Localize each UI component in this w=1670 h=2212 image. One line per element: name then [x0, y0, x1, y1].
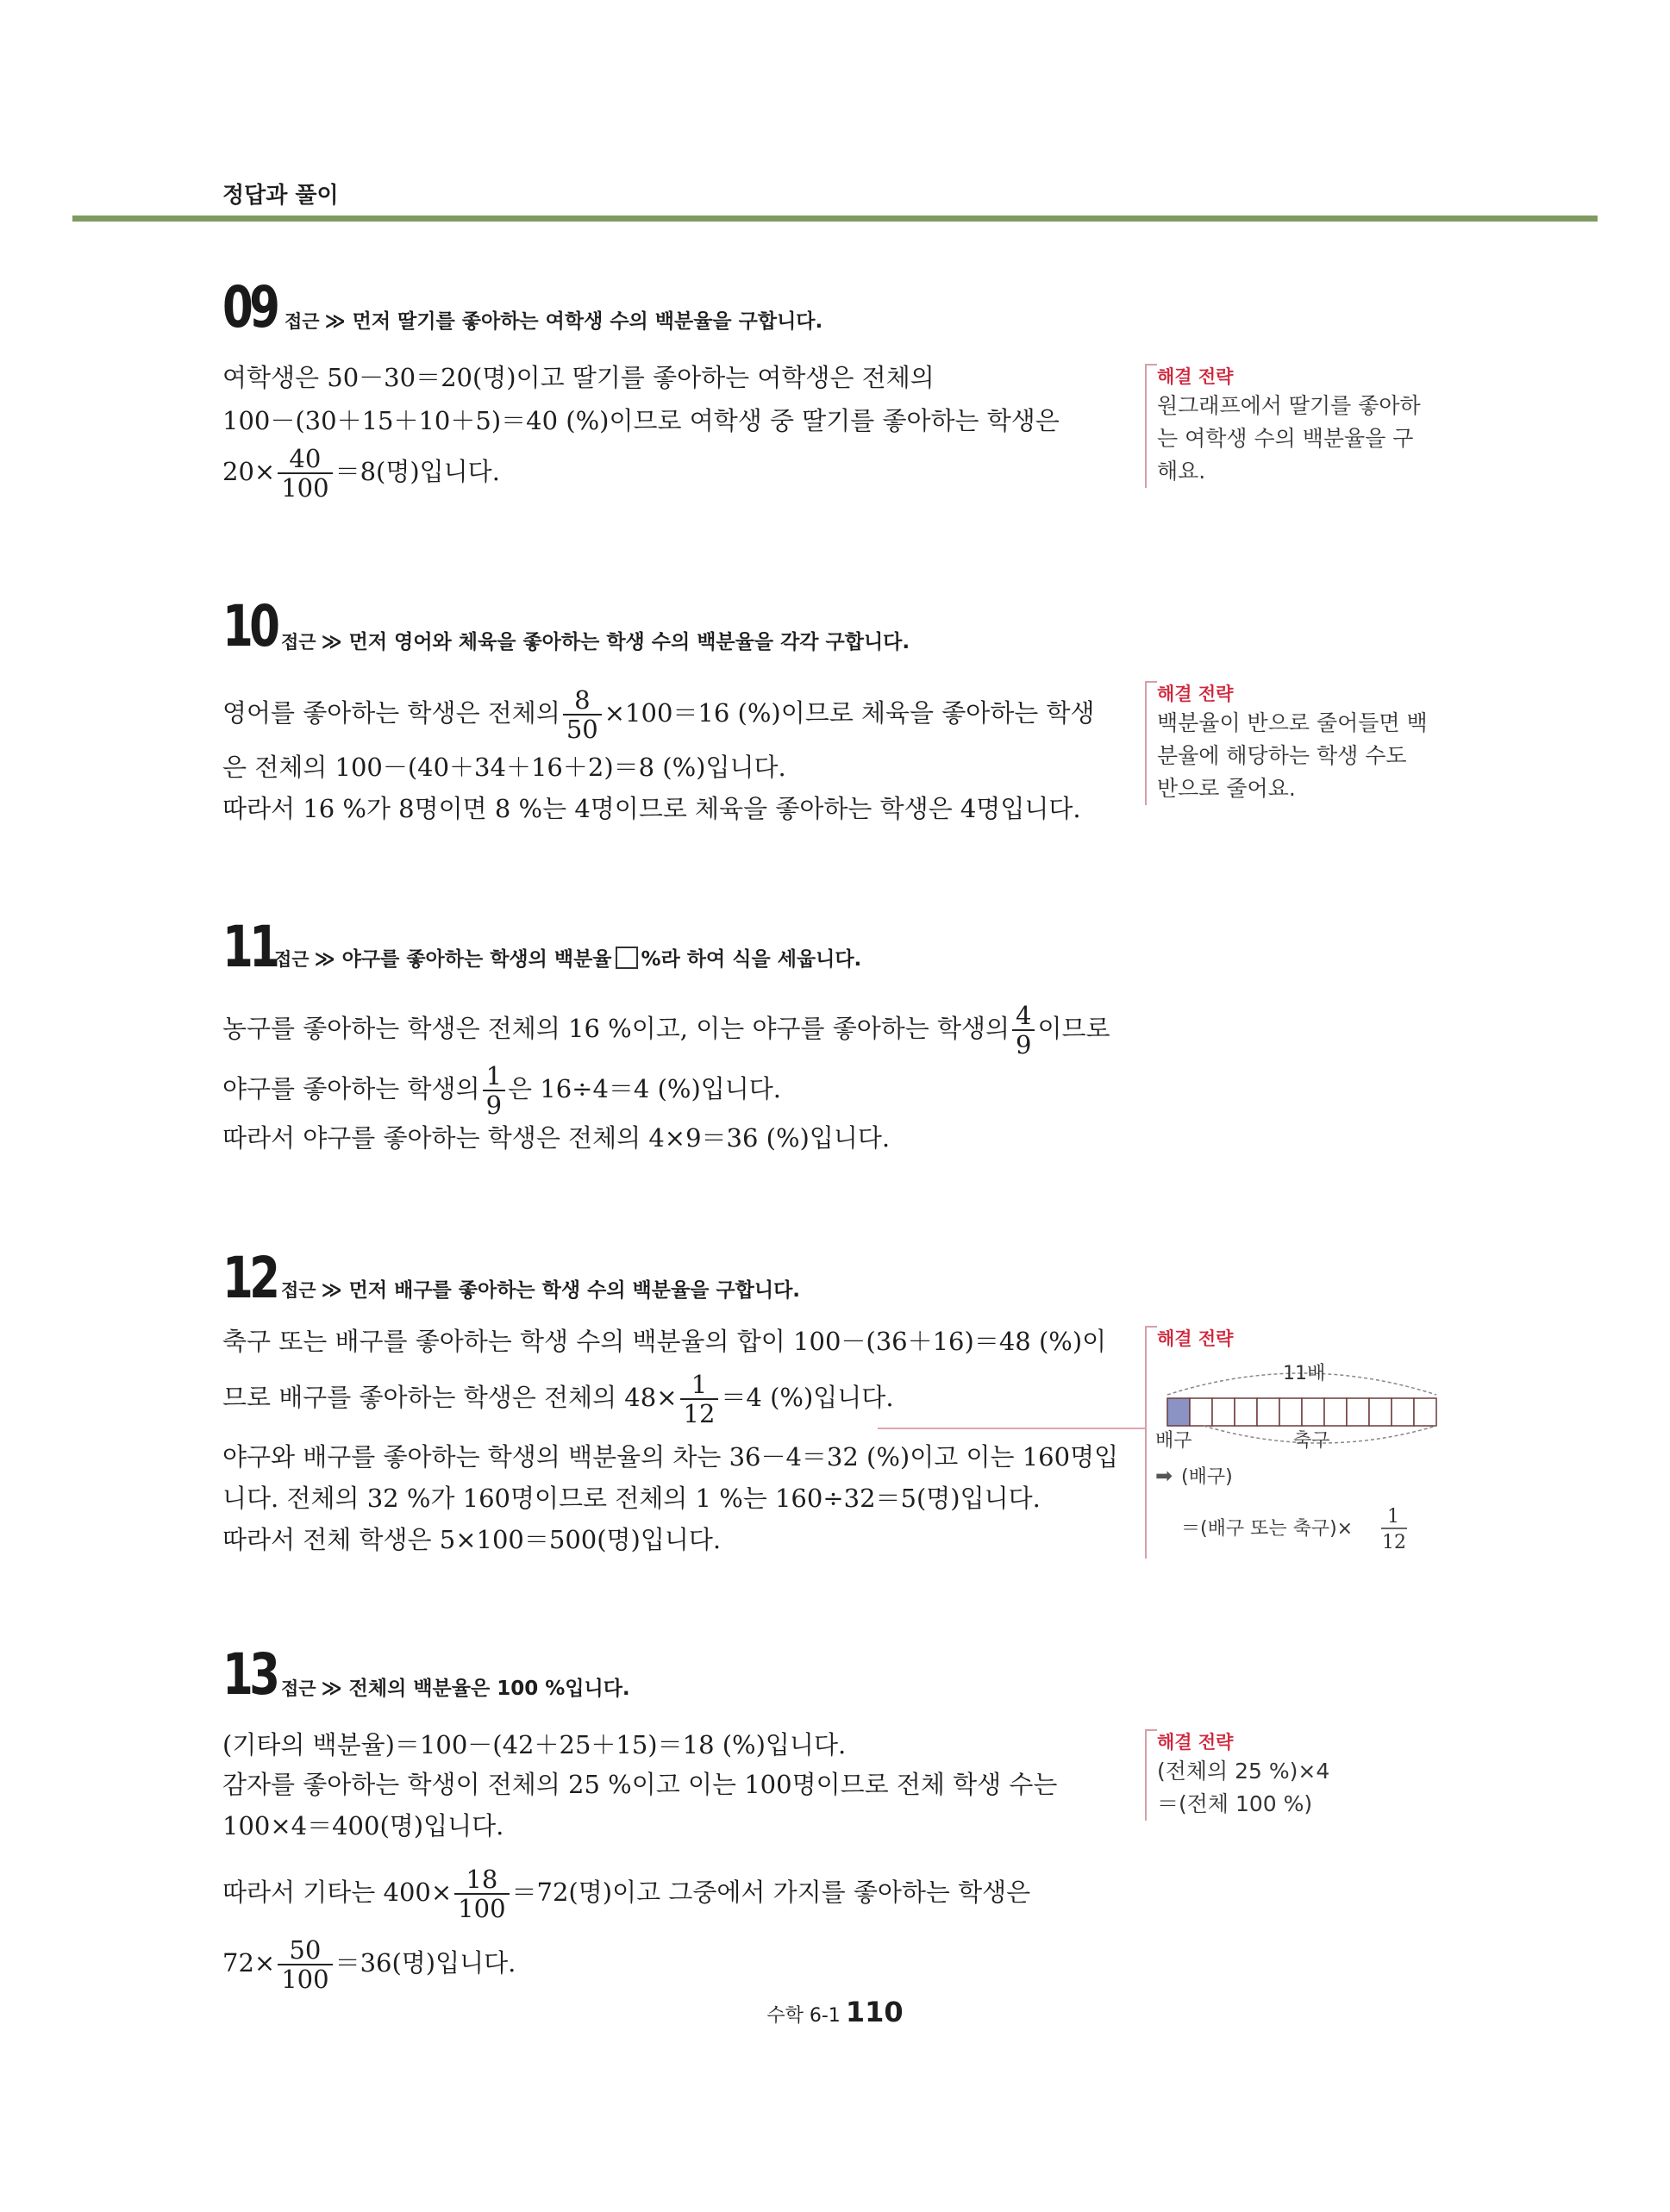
solution-line: 따라서 16 %가 8명이면 8 %는 4명이므로 체육을 좋아하는 학생은 4명입니다.	[222, 794, 1081, 823]
question-number-12: 12	[222, 1245, 277, 1311]
denominator: 100	[281, 473, 329, 503]
approach-text: 먼저 딸기를 좋아하는 여학생 수의 백분율을 구합니다.	[352, 310, 823, 333]
tip-title: 해결 전략	[1157, 681, 1428, 707]
numerator: 50	[278, 1936, 332, 1965]
expression-text: 영어를 좋아하는 학생은 전체의	[222, 698, 560, 728]
strategy-tip-09	[1145, 364, 1421, 488]
connector-line	[878, 1428, 1147, 1429]
blank-box-icon	[616, 947, 638, 969]
solution-line	[222, 1371, 894, 1428]
question-number-10: 10	[222, 593, 277, 659]
solution-line: 따라서 전체 학생은 5×100＝500(명)입니다.	[222, 1525, 722, 1554]
expression-text: 은 16÷4＝4 (%)입니다.	[508, 1074, 782, 1103]
solution-line: 야구와 배구를 좋아하는 학생의 백분율의 차는 36－4＝32 (%)이고 이는 160명입	[222, 1442, 1119, 1472]
cell-strip	[1167, 1398, 1436, 1426]
tip-line: 해요.	[1157, 459, 1206, 484]
tip-line: ＝(전체 100 %)	[1157, 1791, 1313, 1816]
approach-12	[281, 1278, 800, 1303]
denominator: 9	[1016, 1030, 1032, 1059]
solution-line: 따라서 야구를 좋아하는 학생은 전체의 4×9＝36 (%)입니다.	[222, 1123, 891, 1153]
cell	[1369, 1398, 1392, 1426]
chevron-double-icon: ≫	[321, 1279, 349, 1302]
solution-line	[222, 686, 1095, 743]
fraction	[454, 1865, 509, 1922]
approach-text: 야구를 좋아하는 학생의 백분율	[341, 948, 612, 971]
page-number: 110	[845, 1996, 904, 2028]
cell	[1257, 1398, 1279, 1426]
diagram-arrow-text: (배구)	[1181, 1466, 1233, 1488]
cell	[1347, 1398, 1369, 1426]
expression-text: 므로 배구를 좋아하는 학생은 전체의 48×	[222, 1383, 678, 1412]
cell	[1414, 1398, 1436, 1426]
approach-11	[274, 947, 861, 972]
solution-line	[222, 1936, 516, 1993]
chevron-double-icon: ≫	[314, 948, 342, 971]
strategy-tip-10	[1145, 681, 1428, 805]
approach-tag: 접근	[285, 311, 320, 332]
solution-line: 은 전체의 100－(40＋34＋16＋2)＝8 (%)입니다.	[222, 753, 786, 782]
approach-13	[281, 1676, 630, 1702]
cell	[1392, 1398, 1414, 1426]
tip-line: 반으로 줄어요.	[1157, 776, 1296, 801]
cell	[1302, 1398, 1324, 1426]
chevron-double-icon: ≫	[324, 310, 353, 333]
cell	[1235, 1398, 1257, 1426]
tip-line: 백분율이 반으로 줄어들면 백	[1157, 710, 1428, 735]
approach-text: 먼저 배구를 좋아하는 학생 수의 백분율을 구합니다.	[348, 1279, 801, 1302]
fraction	[680, 1371, 719, 1428]
expression-text: ＝72(명)이고 그중에서 가지를 좋아하는 학생은	[511, 1878, 1031, 1907]
expression-text: 농구를 좋아하는 학생은 전체의 16 %이고, 이는 야구를 좋아하는 학생의	[222, 1014, 1010, 1043]
denominator: 100	[281, 1965, 329, 1994]
numerator: 4	[1012, 1002, 1035, 1031]
chevron-double-icon: ≫	[321, 1678, 349, 1700]
numerator: 18	[454, 1865, 509, 1895]
expression-text: 72×	[222, 1948, 276, 1978]
tip-title: 해결 전략	[1157, 1729, 1329, 1755]
cell-highlighted	[1167, 1398, 1190, 1426]
fraction	[1012, 1002, 1035, 1059]
solution-line: 감자를 좋아하는 학생이 전체의 25 %이고 이는 100명이므로 전체 학생 수는	[222, 1770, 1058, 1799]
approach-tag: 접근	[274, 949, 310, 970]
question-number-11: 11	[222, 914, 277, 980]
denominator: 9	[485, 1090, 503, 1120]
page-footer	[0, 1996, 1670, 2028]
tip-line: 원그래프에서 딸기를 좋아하	[1157, 393, 1421, 418]
expression-text: 야구를 좋아하는 학생의	[222, 1074, 480, 1103]
ratio-diagram	[1155, 1353, 1440, 1569]
solution-line: 여학생은 50－30＝20(명)이고 딸기를 좋아하는 여학생은 전체의	[222, 363, 935, 392]
approach-text: 먼저 영어와 체육을 좋아하는 학생 수의 백분율을 각각 구합니다.	[348, 631, 910, 653]
tip-title: 해결 전략	[1157, 364, 1421, 390]
denominator: 12	[683, 1399, 716, 1428]
solution-line: 니다. 전체의 32 %가 160명이므로 전체의 1 %는 160÷32＝5(명)입니다.	[222, 1484, 1041, 1513]
diagram-formula: ＝(배구 또는 축구)×	[1181, 1518, 1354, 1540]
numerator: 8	[563, 686, 602, 715]
solution-line	[222, 1062, 781, 1119]
fraction	[278, 445, 332, 502]
solution-line: 축구 또는 배구를 좋아하는 학생 수의 백분율의 합이 100－(36＋16)＝48 (%)이	[222, 1327, 1107, 1356]
numerator: 1	[1387, 1506, 1399, 1528]
diagram-right-label: 축구	[1293, 1430, 1330, 1452]
expression-text: 이므로	[1037, 1014, 1110, 1043]
expression-text: ＝36(명)입니다.	[335, 1948, 516, 1978]
cell	[1324, 1398, 1347, 1426]
page-header-title: 정답과 풀이	[222, 183, 339, 209]
solution-line: (기타의 백분율)＝100－(42＋25＋15)＝18 (%)입니다.	[222, 1730, 847, 1759]
fraction	[278, 1936, 332, 1993]
expression-text: 따라서 기타는 400×	[222, 1878, 453, 1907]
tip-title: 해결 전략	[1157, 1326, 1485, 1352]
denominator: 100	[458, 1894, 506, 1923]
diagram-left-label: 배구	[1155, 1430, 1192, 1452]
expression-text: ＝4 (%)입니다.	[721, 1383, 894, 1412]
diagram-top-label: 11배	[1283, 1363, 1326, 1384]
question-number-13: 13	[222, 1641, 277, 1708]
solution-line	[222, 445, 500, 502]
tip-line: 는 여학생 수의 백분율을 구	[1157, 426, 1414, 451]
denominator: 50	[566, 715, 598, 744]
question-number-09: 09	[222, 274, 277, 341]
cell	[1279, 1398, 1302, 1426]
approach-text: 전체의 백분율은 100 %입니다.	[348, 1678, 630, 1700]
cell	[1190, 1398, 1212, 1426]
arrow-right-icon: ➡	[1155, 1464, 1173, 1488]
expression-text: ×100＝16 (%)이므로 체육을 좋아하는 학생	[604, 698, 1095, 728]
fraction	[563, 686, 602, 743]
approach-09	[285, 309, 822, 334]
numerator: 1	[680, 1371, 719, 1400]
approach-10	[281, 629, 910, 655]
footer-subject: 수학 6-1	[766, 2005, 841, 2027]
numerator: 40	[278, 445, 332, 474]
solution-line: 100－(30＋15＋10＋5)＝40 (%)이므로 여학생 중 딸기를 좋아하는 학생은	[222, 406, 1060, 435]
tip-line: 분율에 해당하는 학생 수도	[1157, 743, 1407, 768]
strategy-tip-13	[1145, 1729, 1329, 1821]
expression-text: 20×	[222, 457, 276, 486]
approach-tag: 접근	[281, 1280, 316, 1301]
approach-text: %라 하여 식을 세웁니다.	[641, 948, 862, 971]
tip-line: (전체의 25 %)×4	[1157, 1759, 1330, 1784]
solution-line: 100×4＝400(명)입니다.	[222, 1811, 504, 1840]
header-divider	[72, 216, 1598, 222]
expression-text: ＝8(명)입니다.	[335, 457, 500, 486]
approach-tag: 접근	[281, 632, 316, 653]
denominator: 12	[1382, 1532, 1406, 1553]
chevron-double-icon: ≫	[321, 631, 349, 653]
cell	[1212, 1398, 1235, 1426]
solution-line	[222, 1865, 1030, 1922]
solution-line	[222, 1002, 1110, 1059]
numerator: 1	[483, 1062, 505, 1091]
approach-tag: 접근	[281, 1678, 316, 1699]
fraction	[483, 1062, 505, 1119]
